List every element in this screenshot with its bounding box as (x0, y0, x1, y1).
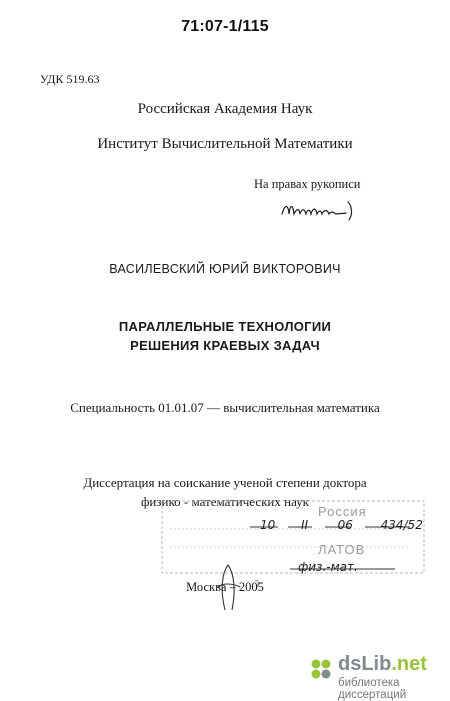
stamp-year: 06 (337, 518, 353, 532)
institute-name: Институт Вычислительной Математики (97, 136, 353, 152)
author-name: ВАСИЛЕВСКИЙ ЮРИЙ ВИКТОРОВИЧ (109, 262, 341, 276)
stamp-month: II (300, 518, 309, 532)
specialty-line: Специальность 01.01.07 — вычислительная математика (70, 400, 380, 415)
archive-code: 71:07-1/115 (181, 18, 269, 35)
stamp-subheader-text: ЛАТОВ (318, 542, 366, 557)
stamp-date-and-number (260, 518, 423, 532)
stamp-header-text: Россия (318, 504, 367, 519)
dissertation-title-line-1: ПАРАЛЛЕЛЬНЫЕ ТЕХНОЛОГИИ (118, 319, 332, 334)
dissertation-title-line-2: РЕШЕНИЯ КРАЕВЫХ ЗАДАЧ (130, 338, 320, 353)
city-and-year: Москва – 2005 (186, 580, 264, 594)
degree-line-1: Диссертация на соискание ученой степени доктора (83, 475, 367, 490)
dslib-brand-name (338, 653, 427, 676)
dslib-brand-subtitle: библиотека диссертаций (338, 677, 407, 701)
stamp-field-value: физ.-мат. (298, 560, 358, 574)
brand-tld: .net (391, 653, 427, 675)
degree-line-2: физико - математических наук (141, 494, 309, 509)
brand-main: dsLib (338, 653, 392, 675)
handwritten-signature (280, 198, 360, 224)
udc-code: УДК 519.63 (40, 72, 100, 86)
stamp-number: 434/52 (380, 518, 423, 532)
manuscript-rights-note: На правах рукописи (254, 177, 361, 191)
academy-name: Российская Академия Наук (137, 101, 313, 117)
stamp-day: 10 (260, 518, 276, 532)
